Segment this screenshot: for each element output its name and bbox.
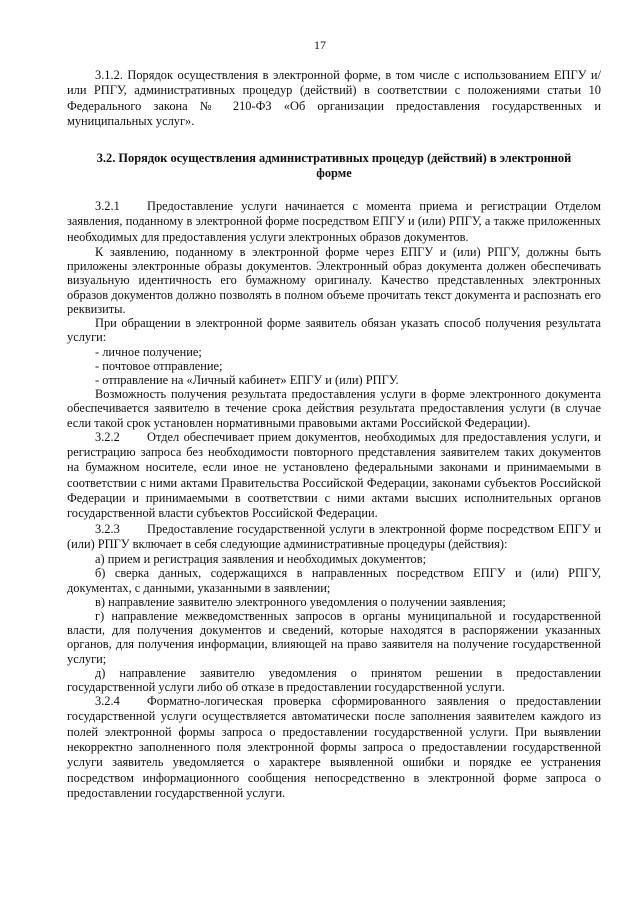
document-body: [67, 68, 601, 801]
paragraph-number: 3.2.4: [95, 694, 120, 709]
section-heading-3-2: 3.2. Порядок осуществления административных процедур (действий) в электронной форме: [96, 151, 572, 181]
paragraph-text: Предоставление государственной услуги в электронной форме посредством ЕПГУ и (или) РПГУ включает в себя следующие административные процедуры (действия):: [67, 521, 601, 551]
paragraph-receipt-intro: При обращении в электронной форме заявитель обязан указать способ получения результата услуги:: [67, 316, 601, 345]
paragraph-3-2-4: [67, 694, 601, 801]
list-item: в) направление заявителю электронного уведомления о получении заявления;: [95, 594, 506, 609]
paragraph-number: 3.2.3: [95, 521, 120, 536]
list-item: - отправление на «Личный кабинет» ЕПГУ и (или) РПГУ.: [95, 372, 399, 387]
paragraph-text: Форматно-логическая проверка сформированного заявления о предоставлении государственной услуги осуществляется автоматически после заполнения заявителем каждого из полей электронной формы запроса о предоставлении государственной услуги. При выявлении некорректно заполненного поля электронной формы запроса о предоставлении государственной услуги заявитель уведомляется о характере выявленной ошибки и порядке ее устранения посредством информационного сообщения непосредственно в электронной форме запроса о предоставлении государственной услуги.: [67, 694, 601, 800]
paragraph-scans: К заявлению, поданному в электронной форме через ЕПГУ и (или) РПГУ, должны быть приложены электронные образы документов. Электронный образ документа должен обеспечивать визуальную идентичность его бумажному оригиналу. Качество представленных электронных образов документов должно позволять в полном объеме прочитать текст документа и распознать его реквизиты.: [67, 245, 601, 316]
list-item: а) прием и регистрация заявления и необходимых документов;: [95, 552, 427, 567]
paragraph-text: Отдел обеспечивает прием документов, необходимых для предоставления услуги, и регистрацию запроса без необходимости повторного представления заявителем таких документов на бумажном носителе, если иное не установлено федеральными законами и принимаемыми в соответствии с ними актами Правительства Российской Федерации, законами субъектов Российской Федерации и принимаемыми в соответствии с ними актами высших исполнительных органов государственной власти субъектов Российской Федерации.: [67, 429, 601, 521]
paragraph-3-2-2: [67, 430, 601, 522]
list-item: д) направление заявителю уведомления о принятом решении в предоставлении государственной услуги либо об отказе в предоставлении государственной услуги.: [67, 665, 601, 694]
paragraph-number: 3.2.2: [95, 429, 120, 444]
paragraph-3-2-3: [67, 522, 601, 553]
list-item: г) направление межведомственных запросов в органы муниципальной и государственной власти, для получения документов и сведений, которые находятся в распоряжении указанных органов, для получения информации, влияющей на право заявителя на получение государственной услуги;: [67, 608, 601, 666]
section-3-1-2: 3.1.2. Порядок осуществления в электронной форме, в том числе с использованием ЕПГУ и/или РПГУ, административных процедур (действий) в соответствии с положениями статьи 10 Федерального закона № 210-ФЗ «Об организации предоставления государственных и муниципальных услуг».: [67, 68, 601, 128]
paragraph-text: Предоставление услуги начинается с момента приема и регистрации Отделом заявления, поданному в электронной форме посредством ЕПГУ и (или) РПГУ, а также приложенных необходимых для предоставления услуги электронных образов документов.: [67, 199, 601, 244]
list-item: - личное получение;: [95, 344, 202, 359]
list-item: б) сверка данных, содержащихся в направленных посредством ЕПГУ и (или) РПГУ, документах, с данными, указанными в заявлении;: [67, 566, 601, 595]
paragraph-result-possibility: Возможность получения результата предоставления услуги в форме электронного документа обеспечивается заявителю в течение срока действия результата предоставления услуги (в случае если такой срок установлен нормативными правовыми актами Российской Федерации).: [67, 387, 601, 430]
paragraph-3-2-1: [67, 199, 601, 245]
list-item: - почтовое отправление;: [95, 358, 223, 373]
page-number: 17: [314, 38, 326, 52]
paragraph-number: 3.2.1: [95, 199, 120, 214]
